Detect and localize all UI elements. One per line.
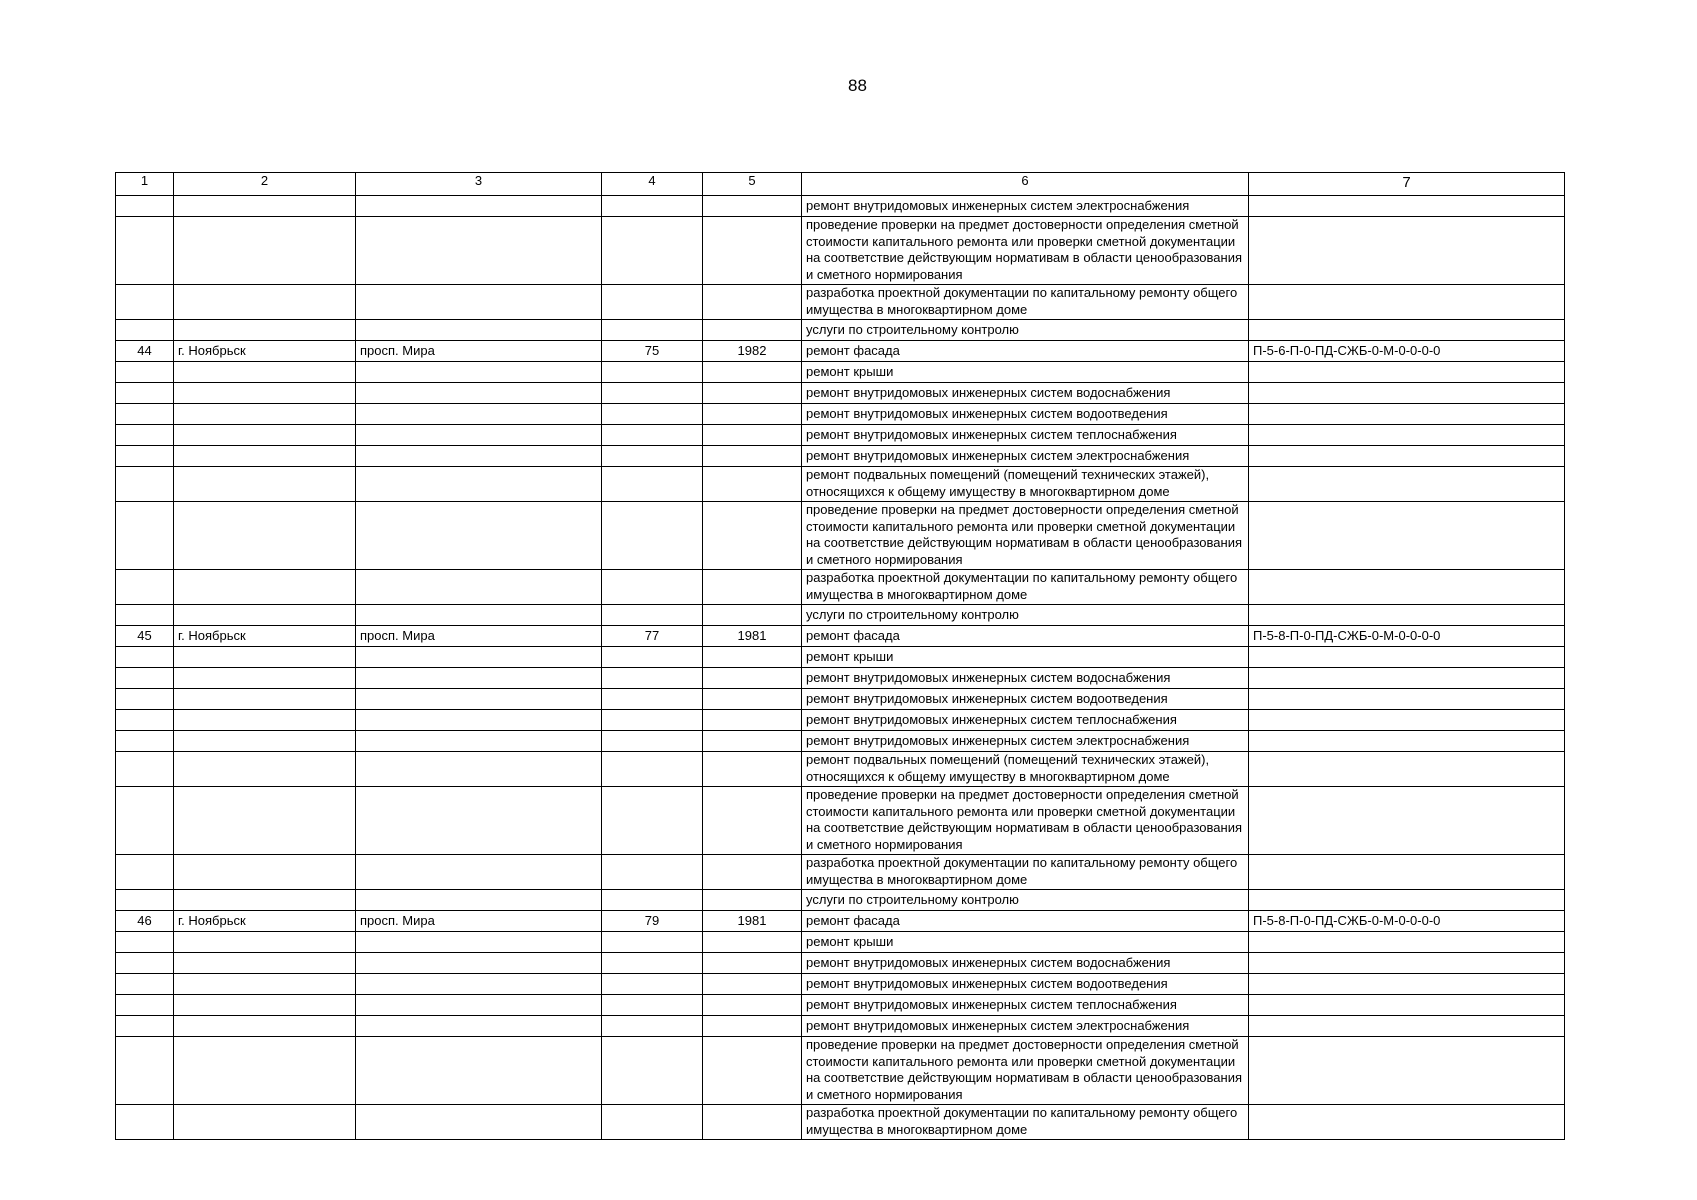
year-cell <box>703 731 802 752</box>
table-row <box>116 570 1565 605</box>
header-row <box>116 173 1565 196</box>
table-row <box>116 995 1565 1016</box>
house-code-cell <box>1249 787 1565 855</box>
table-row <box>116 626 1565 647</box>
house-number-cell <box>602 855 703 890</box>
table-row <box>116 710 1565 731</box>
city-cell <box>174 731 356 752</box>
row-number-cell <box>116 1105 174 1140</box>
year-cell <box>703 285 802 320</box>
column-header: 2 <box>174 173 356 196</box>
year-cell <box>703 383 802 404</box>
column-header: 7 <box>1249 173 1565 196</box>
house-code-cell <box>1249 953 1565 974</box>
row-number-cell <box>116 647 174 668</box>
house-number-cell <box>602 932 703 953</box>
street-cell <box>356 974 602 995</box>
street-cell <box>356 285 602 320</box>
house-code-cell <box>1249 383 1565 404</box>
city-cell <box>174 689 356 710</box>
house-number-cell <box>602 1037 703 1105</box>
house-number-cell: 75 <box>602 341 703 362</box>
year-cell <box>703 196 802 217</box>
house-code-cell <box>1249 689 1565 710</box>
work-type-cell: ремонт крыши <box>802 647 1249 668</box>
row-number-cell <box>116 932 174 953</box>
row-number-cell <box>116 404 174 425</box>
street-cell: просп. Мира <box>356 341 602 362</box>
house-code-cell <box>1249 285 1565 320</box>
work-type-cell: ремонт подвальных помещений (помещений технических этажей), относящихся к общему имуществу в многоквартирном доме <box>802 467 1249 502</box>
city-cell <box>174 668 356 689</box>
house-number-cell <box>602 647 703 668</box>
work-type-cell: услуги по строительному контролю <box>802 890 1249 911</box>
street-cell: просп. Мира <box>356 911 602 932</box>
house-code-cell <box>1249 320 1565 341</box>
table-row <box>116 1016 1565 1037</box>
city-cell <box>174 932 356 953</box>
work-type-cell: ремонт фасада <box>802 341 1249 362</box>
house-number-cell <box>602 752 703 787</box>
work-type-cell: ремонт внутридомовых инженерных систем водоотведения <box>802 974 1249 995</box>
street-cell <box>356 932 602 953</box>
house-number-cell <box>602 570 703 605</box>
house-number-cell <box>602 383 703 404</box>
house-code-cell <box>1249 1016 1565 1037</box>
city-cell <box>174 502 356 570</box>
city-cell <box>174 953 356 974</box>
house-number-cell <box>602 196 703 217</box>
table-row <box>116 383 1565 404</box>
table-row <box>116 890 1565 911</box>
city-cell <box>174 217 356 285</box>
work-type-cell: ремонт внутридомовых инженерных систем электроснабжения <box>802 196 1249 217</box>
house-code-cell <box>1249 446 1565 467</box>
year-cell <box>703 890 802 911</box>
table-row <box>116 953 1565 974</box>
city-cell: г. Ноябрьск <box>174 341 356 362</box>
row-number-cell <box>116 605 174 626</box>
house-number-cell <box>602 974 703 995</box>
street-cell <box>356 953 602 974</box>
house-code-cell: П-5-8-П-0-ПД-СЖБ-0-М-0-0-0-0 <box>1249 626 1565 647</box>
year-cell: 1982 <box>703 341 802 362</box>
street-cell <box>356 196 602 217</box>
year-cell <box>703 362 802 383</box>
work-type-cell: ремонт подвальных помещений (помещений технических этажей), относящихся к общему имуществу в многоквартирном доме <box>802 752 1249 787</box>
table-row <box>116 689 1565 710</box>
house-code-cell <box>1249 362 1565 383</box>
house-code-cell <box>1249 1037 1565 1105</box>
house-number-cell <box>602 787 703 855</box>
city-cell <box>174 285 356 320</box>
house-code-cell <box>1249 1105 1565 1140</box>
city-cell <box>174 752 356 787</box>
city-cell <box>174 1105 356 1140</box>
work-type-cell: ремонт внутридомовых инженерных систем теплоснабжения <box>802 710 1249 731</box>
row-number-cell: 45 <box>116 626 174 647</box>
row-number-cell <box>116 467 174 502</box>
street-cell <box>356 855 602 890</box>
house-number-cell <box>602 1105 703 1140</box>
house-code-cell <box>1249 196 1565 217</box>
page-number: 88 <box>848 76 867 95</box>
row-number-cell <box>116 855 174 890</box>
house-code-cell <box>1249 668 1565 689</box>
work-type-cell: ремонт внутридомовых инженерных систем водоснабжения <box>802 383 1249 404</box>
year-cell <box>703 710 802 731</box>
street-cell <box>356 383 602 404</box>
row-number-cell: 46 <box>116 911 174 932</box>
city-cell <box>174 196 356 217</box>
table-row <box>116 425 1565 446</box>
house-number-cell <box>602 953 703 974</box>
column-header: 5 <box>703 173 802 196</box>
year-cell <box>703 932 802 953</box>
row-number-cell <box>116 974 174 995</box>
house-code-cell <box>1249 855 1565 890</box>
city-cell <box>174 467 356 502</box>
work-type-cell: услуги по строительному контролю <box>802 605 1249 626</box>
work-type-cell: ремонт внутридомовых инженерных систем электроснабжения <box>802 731 1249 752</box>
table-row <box>116 502 1565 570</box>
house-number-cell <box>602 217 703 285</box>
street-cell <box>356 425 602 446</box>
table-row <box>116 446 1565 467</box>
city-cell <box>174 605 356 626</box>
table-row <box>116 668 1565 689</box>
street-cell <box>356 647 602 668</box>
table-row <box>116 731 1565 752</box>
house-number-cell <box>602 605 703 626</box>
row-number-cell <box>116 217 174 285</box>
work-type-cell: проведение проверки на предмет достоверности определения сметной стоимости капитального ремонта или проверки сметной документации на соответствие действующим нормативам в области ценообразования и сметного нормирования <box>802 502 1249 570</box>
city-cell: г. Ноябрьск <box>174 911 356 932</box>
street-cell <box>356 1037 602 1105</box>
year-cell <box>703 467 802 502</box>
street-cell <box>356 710 602 731</box>
row-number-cell <box>116 446 174 467</box>
work-type-cell: проведение проверки на предмет достоверности определения сметной стоимости капитального ремонта или проверки сметной документации на соответствие действующим нормативам в области ценообразования и сметного нормирования <box>802 1037 1249 1105</box>
table-row <box>116 974 1565 995</box>
row-number-cell <box>116 787 174 855</box>
work-type-cell: ремонт крыши <box>802 932 1249 953</box>
row-number-cell <box>116 731 174 752</box>
year-cell <box>703 1037 802 1105</box>
work-type-cell: ремонт внутридомовых инженерных систем теплоснабжения <box>802 995 1249 1016</box>
city-cell <box>174 570 356 605</box>
city-cell <box>174 710 356 731</box>
work-type-cell: разработка проектной документации по капитальному ремонту общего имущества в многоквартирном доме <box>802 1105 1249 1140</box>
year-cell <box>703 647 802 668</box>
table-row <box>116 605 1565 626</box>
city-cell <box>174 362 356 383</box>
house-number-cell <box>602 425 703 446</box>
table-row <box>116 285 1565 320</box>
work-type-cell: ремонт фасада <box>802 911 1249 932</box>
work-type-cell: проведение проверки на предмет достоверности определения сметной стоимости капитального ремонта или проверки сметной документации на соответствие действующим нормативам в области ценообразования и сметного нормирования <box>802 787 1249 855</box>
table-row <box>116 647 1565 668</box>
house-number-cell <box>602 995 703 1016</box>
work-type-cell: проведение проверки на предмет достоверности определения сметной стоимости капитального ремонта или проверки сметной документации на соответствие действующим нормативам в области ценообразования и сметного нормирования <box>802 217 1249 285</box>
row-number-cell <box>116 890 174 911</box>
house-number-cell <box>602 446 703 467</box>
city-cell <box>174 1016 356 1037</box>
year-cell <box>703 1016 802 1037</box>
house-number-cell <box>602 731 703 752</box>
house-code-cell: П-5-8-П-0-ПД-СЖБ-0-М-0-0-0-0 <box>1249 911 1565 932</box>
city-cell <box>174 404 356 425</box>
row-number-cell <box>116 995 174 1016</box>
city-cell <box>174 446 356 467</box>
column-header: 3 <box>356 173 602 196</box>
city-cell <box>174 855 356 890</box>
row-number-cell <box>116 689 174 710</box>
row-number-cell <box>116 1016 174 1037</box>
street-cell <box>356 446 602 467</box>
year-cell <box>703 217 802 285</box>
house-code-cell <box>1249 605 1565 626</box>
year-cell <box>703 320 802 341</box>
house-code-cell <box>1249 647 1565 668</box>
column-header: 1 <box>116 173 174 196</box>
house-number-cell: 79 <box>602 911 703 932</box>
house-number-cell: 77 <box>602 626 703 647</box>
work-type-cell: ремонт внутридомовых инженерных систем водоотведения <box>802 689 1249 710</box>
year-cell <box>703 689 802 710</box>
house-code-cell <box>1249 502 1565 570</box>
street-cell <box>356 1105 602 1140</box>
row-number-cell <box>116 320 174 341</box>
house-code-cell <box>1249 425 1565 446</box>
street-cell <box>356 467 602 502</box>
street-cell <box>356 689 602 710</box>
house-code-cell <box>1249 467 1565 502</box>
row-number-cell <box>116 362 174 383</box>
row-number-cell <box>116 425 174 446</box>
city-cell <box>174 974 356 995</box>
city-cell <box>174 647 356 668</box>
row-number-cell <box>116 285 174 320</box>
street-cell <box>356 995 602 1016</box>
year-cell <box>703 404 802 425</box>
year-cell: 1981 <box>703 626 802 647</box>
work-type-cell: ремонт внутридомовых инженерных систем электроснабжения <box>802 1016 1249 1037</box>
house-code-cell <box>1249 710 1565 731</box>
row-number-cell: 44 <box>116 341 174 362</box>
table-body <box>116 173 1565 1140</box>
city-cell <box>174 425 356 446</box>
work-type-cell: ремонт внутридомовых инженерных систем водоотведения <box>802 404 1249 425</box>
work-type-cell: ремонт фасада <box>802 626 1249 647</box>
house-code-cell <box>1249 404 1565 425</box>
year-cell <box>703 855 802 890</box>
house-number-cell <box>602 320 703 341</box>
house-number-cell <box>602 467 703 502</box>
table-row <box>116 787 1565 855</box>
year-cell <box>703 787 802 855</box>
work-type-cell: ремонт внутридомовых инженерных систем электроснабжения <box>802 446 1249 467</box>
row-number-cell <box>116 953 174 974</box>
house-code-cell: П-5-6-П-0-ПД-СЖБ-0-М-0-0-0-0 <box>1249 341 1565 362</box>
street-cell <box>356 752 602 787</box>
house-code-cell <box>1249 932 1565 953</box>
city-cell <box>174 890 356 911</box>
street-cell <box>356 502 602 570</box>
city-cell <box>174 383 356 404</box>
row-number-cell <box>116 710 174 731</box>
table-row <box>116 362 1565 383</box>
house-number-cell <box>602 502 703 570</box>
street-cell <box>356 731 602 752</box>
row-number-cell <box>116 752 174 787</box>
house-code-cell <box>1249 752 1565 787</box>
work-type-cell: разработка проектной документации по капитальному ремонту общего имущества в многоквартирном доме <box>802 570 1249 605</box>
table-row <box>116 911 1565 932</box>
row-number-cell <box>116 668 174 689</box>
table-row <box>116 341 1565 362</box>
house-code-cell <box>1249 731 1565 752</box>
street-cell <box>356 1016 602 1037</box>
street-cell <box>356 668 602 689</box>
house-number-cell <box>602 890 703 911</box>
street-cell <box>356 320 602 341</box>
repair-schedule-table <box>115 172 1565 1140</box>
row-number-cell <box>116 1037 174 1105</box>
work-type-cell: ремонт крыши <box>802 362 1249 383</box>
year-cell <box>703 605 802 626</box>
work-type-cell: ремонт внутридомовых инженерных систем водоснабжения <box>802 668 1249 689</box>
city-cell <box>174 320 356 341</box>
city-cell <box>174 1037 356 1105</box>
row-number-cell <box>116 383 174 404</box>
year-cell: 1981 <box>703 911 802 932</box>
table-row <box>116 404 1565 425</box>
table-row <box>116 1037 1565 1105</box>
work-type-cell: ремонт внутридомовых инженерных систем водоснабжения <box>802 953 1249 974</box>
work-type-cell: ремонт внутридомовых инженерных систем теплоснабжения <box>802 425 1249 446</box>
house-code-cell <box>1249 974 1565 995</box>
work-type-cell: разработка проектной документации по капитальному ремонту общего имущества в многоквартирном доме <box>802 285 1249 320</box>
house-code-cell <box>1249 570 1565 605</box>
table-row <box>116 467 1565 502</box>
year-cell <box>703 995 802 1016</box>
street-cell <box>356 890 602 911</box>
table-row <box>116 752 1565 787</box>
year-cell <box>703 502 802 570</box>
table-row <box>116 855 1565 890</box>
house-number-cell <box>602 689 703 710</box>
year-cell <box>703 752 802 787</box>
street-cell <box>356 605 602 626</box>
work-type-cell: услуги по строительному контролю <box>802 320 1249 341</box>
street-cell: просп. Мира <box>356 626 602 647</box>
year-cell <box>703 1105 802 1140</box>
year-cell <box>703 974 802 995</box>
table-row <box>116 1105 1565 1140</box>
year-cell <box>703 953 802 974</box>
table-row <box>116 196 1565 217</box>
house-code-cell <box>1249 890 1565 911</box>
house-number-cell <box>602 362 703 383</box>
street-cell <box>356 404 602 425</box>
table-row <box>116 217 1565 285</box>
street-cell <box>356 570 602 605</box>
year-cell <box>703 446 802 467</box>
house-number-cell <box>602 1016 703 1037</box>
city-cell <box>174 995 356 1016</box>
year-cell <box>703 425 802 446</box>
table-row <box>116 320 1565 341</box>
house-number-cell <box>602 668 703 689</box>
house-code-cell <box>1249 995 1565 1016</box>
column-header: 4 <box>602 173 703 196</box>
street-cell <box>356 362 602 383</box>
house-code-cell <box>1249 217 1565 285</box>
work-type-cell: разработка проектной документации по капитальному ремонту общего имущества в многоквартирном доме <box>802 855 1249 890</box>
column-header: 6 <box>802 173 1249 196</box>
table-row <box>116 932 1565 953</box>
street-cell <box>356 787 602 855</box>
row-number-cell <box>116 570 174 605</box>
house-number-cell <box>602 710 703 731</box>
house-number-cell <box>602 285 703 320</box>
house-number-cell <box>602 404 703 425</box>
city-cell: г. Ноябрьск <box>174 626 356 647</box>
row-number-cell <box>116 502 174 570</box>
city-cell <box>174 787 356 855</box>
year-cell <box>703 570 802 605</box>
street-cell <box>356 217 602 285</box>
row-number-cell <box>116 196 174 217</box>
year-cell <box>703 668 802 689</box>
